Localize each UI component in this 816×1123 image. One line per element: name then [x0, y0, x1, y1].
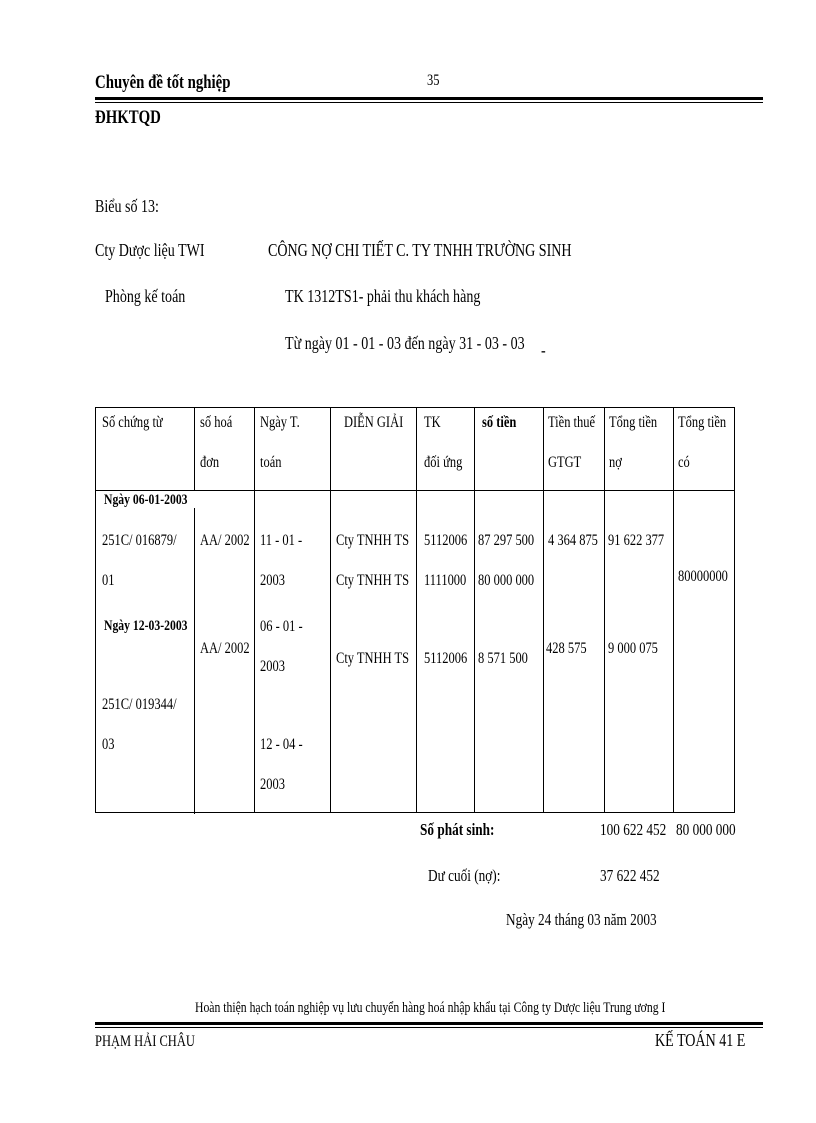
footer-author: PHẠM HẢI CHÂU [95, 1033, 195, 1050]
description: Cty TNHH TS [336, 532, 410, 549]
footer-rule [95, 1022, 763, 1025]
header-title: Chuyên đề tốt nghiệp [95, 72, 231, 93]
vat-amount: 4 364 875 [548, 532, 598, 549]
footer-class: KẾ TOÁN 41 E [655, 1030, 746, 1050]
arising-debit: 100 622 452 [600, 820, 667, 839]
header-pay-date: Ngày T. [260, 414, 300, 431]
group-date: Ngày 06-01-2003 [104, 492, 188, 508]
header-rule-thin [95, 102, 763, 103]
amount-2: 80 000 000 [478, 572, 535, 589]
payment-date-b: 06 - 01 - [260, 618, 303, 635]
total-credit: 80000000 [678, 568, 728, 585]
balance-label: Dư cuối (nợ): [428, 866, 501, 885]
col-divider [474, 408, 475, 812]
contra-account-b: 5112006 [424, 650, 468, 667]
balance-value: 37 622 452 [600, 866, 660, 885]
header-total-debit-2: nợ [609, 454, 622, 471]
voucher-number-b: 251C/ 019344/ [102, 696, 177, 713]
col-divider [194, 508, 195, 814]
col-divider [543, 408, 544, 812]
payment-date: 11 - 01 - [260, 532, 303, 549]
header-vat-2: GTGT [548, 454, 582, 471]
contra-account-2: 1111000 [424, 572, 467, 589]
header-voucher: Số chứng từ [102, 414, 163, 431]
col-divider [416, 408, 417, 812]
header-invoice-2: đơn [200, 454, 220, 471]
col-divider [330, 408, 331, 812]
total-debit: 91 622 377 [608, 532, 665, 549]
ledger-table [95, 407, 735, 813]
voucher-number-b-2: 03 [102, 736, 115, 753]
arising-credit: 80 000 000 [676, 820, 736, 839]
header-account-2: đối ứng [424, 454, 463, 471]
header-pay-date-2: toán [260, 454, 282, 471]
payment-date-b-2: 2003 [260, 658, 285, 675]
col-divider [194, 408, 195, 490]
header-account: TK [424, 414, 441, 431]
col-divider [254, 408, 255, 812]
header-total-credit-2: có [678, 454, 690, 471]
header-vat: Tiền thuế [548, 414, 596, 431]
header-description: DIỄN GIẢI [344, 414, 404, 431]
header-amount: số tiền [482, 414, 517, 431]
vat-amount-b: 428 575 [546, 640, 587, 657]
header-school: ĐHKTQD [95, 107, 161, 128]
col-divider [604, 408, 605, 812]
account-line: TK 1312TS1- phải thu khách hàng [285, 286, 481, 306]
header-total-credit: Tổng tiền [678, 414, 727, 431]
header-divider [96, 490, 734, 491]
document-title: CÔNG NỢ CHI TIẾT C. TY TNHH TRƯỜNG SINH [268, 240, 572, 260]
amount: 87 297 500 [478, 532, 535, 549]
footer-rule-thin [95, 1027, 763, 1028]
form-label: Biểu số 13: [95, 196, 159, 216]
description-b: Cty TNHH TS [336, 650, 410, 667]
department-name: Phòng kế toán [105, 286, 186, 306]
total-debit-b: 9 000 075 [608, 640, 658, 657]
payment-date-2: 2003 [260, 572, 285, 589]
footer-text: Hoàn thiện hạch toán nghiệp vụ lưu chuyển hàng hoá nhập khẩu tại Công ty Dược liệu Trung ương I [195, 1000, 666, 1016]
invoice-number: AA/ 2002 [200, 532, 250, 549]
dash-mark: - [541, 340, 546, 360]
period-line: Từ ngày 01 - 01 - 03 đến ngày 31 - 03 - 03 [285, 333, 525, 353]
voucher-number-2: 01 [102, 572, 115, 589]
contra-account: 5112006 [424, 532, 468, 549]
voucher-number: 251C/ 016879/ [102, 532, 177, 549]
signing-date: Ngày 24 tháng 03 năm 2003 [506, 910, 657, 929]
header-invoice: số hoá [200, 414, 233, 431]
col-divider [673, 408, 674, 812]
company-name: Cty Dược liệu TWI [95, 240, 205, 260]
amount-b: 8 571 500 [478, 650, 528, 667]
description-2: Cty TNHH TS [336, 572, 410, 589]
page-number: 35 [427, 72, 440, 89]
arising-label: Số phát sinh: [420, 820, 495, 839]
header-rule [95, 97, 763, 100]
group-date-2: Ngày 12-03-2003 [104, 618, 188, 634]
payment-date-c-2: 2003 [260, 776, 285, 793]
invoice-number-b: AA/ 2002 [200, 640, 250, 657]
payment-date-c: 12 - 04 - [260, 736, 303, 753]
header-total-debit: Tổng tiền [609, 414, 658, 431]
